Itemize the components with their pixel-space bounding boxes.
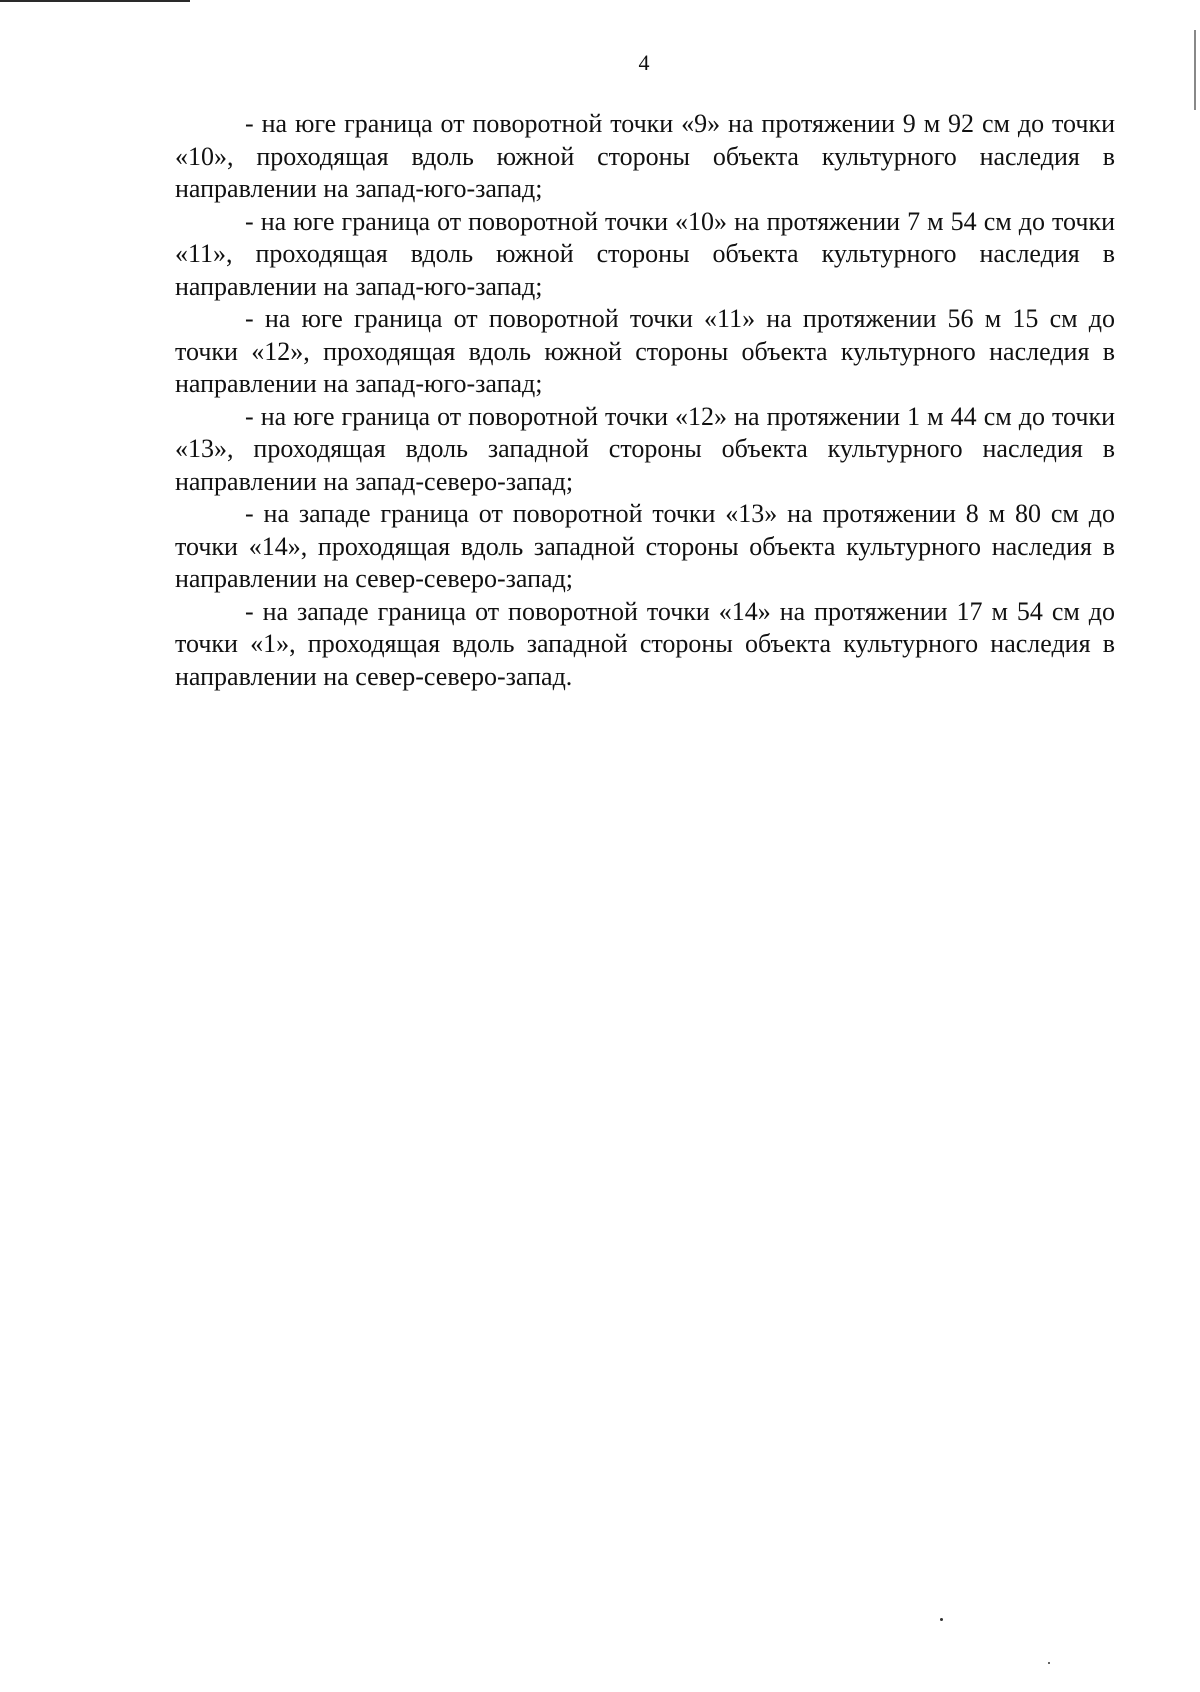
paragraph-2: - на юге граница от поворотной точки «10» на протяжении 7 м 54 см до точки «11», проходящая вдоль южной стороны объекта культурного наследия в направлении на запад-юго-запад; bbox=[175, 206, 1115, 301]
scan-speck bbox=[940, 1618, 943, 1621]
paragraph-5: - на западе граница от поворотной точки «13» на протяжении 8 м 80 см до точки «14», проходящая вдоль западной стороны объекта культурного наследия в направлении на север-северо-запад; bbox=[175, 499, 1115, 593]
scan-speck bbox=[1048, 1662, 1050, 1664]
page-number: 4 bbox=[638, 50, 650, 75]
document-body bbox=[175, 108, 1115, 693]
paragraph-6: - на западе граница от поворотной точки «14» на протяжении 17 м 54 см до точки «1», проходящая вдоль западной стороны объекта культурного наследия в направлении на север-северо-запад. bbox=[175, 596, 1115, 691]
scan-edge-line bbox=[0, 0, 190, 2]
paragraph-4: - на юге граница от поворотной точки «12» на протяжении 1 м 44 см до точки «13», проходящая вдоль западной стороны объекта культурного наследия в направлении на запад-северо-запад; bbox=[175, 401, 1115, 496]
paragraph-1: - на юге граница от поворотной точки «9» на протяжении 9 м 92 см до точки «10», проходящая вдоль южной стороны объекта культурного наследия в направлении на запад-юго-запад; bbox=[175, 109, 1115, 203]
paragraph-3: - на юге граница от поворотной точки «11» на протяжении 56 м 15 см до точки «12», проходящая вдоль южной стороны объекта культурного наследия в направлении на запад-юго-запад; bbox=[175, 304, 1115, 398]
